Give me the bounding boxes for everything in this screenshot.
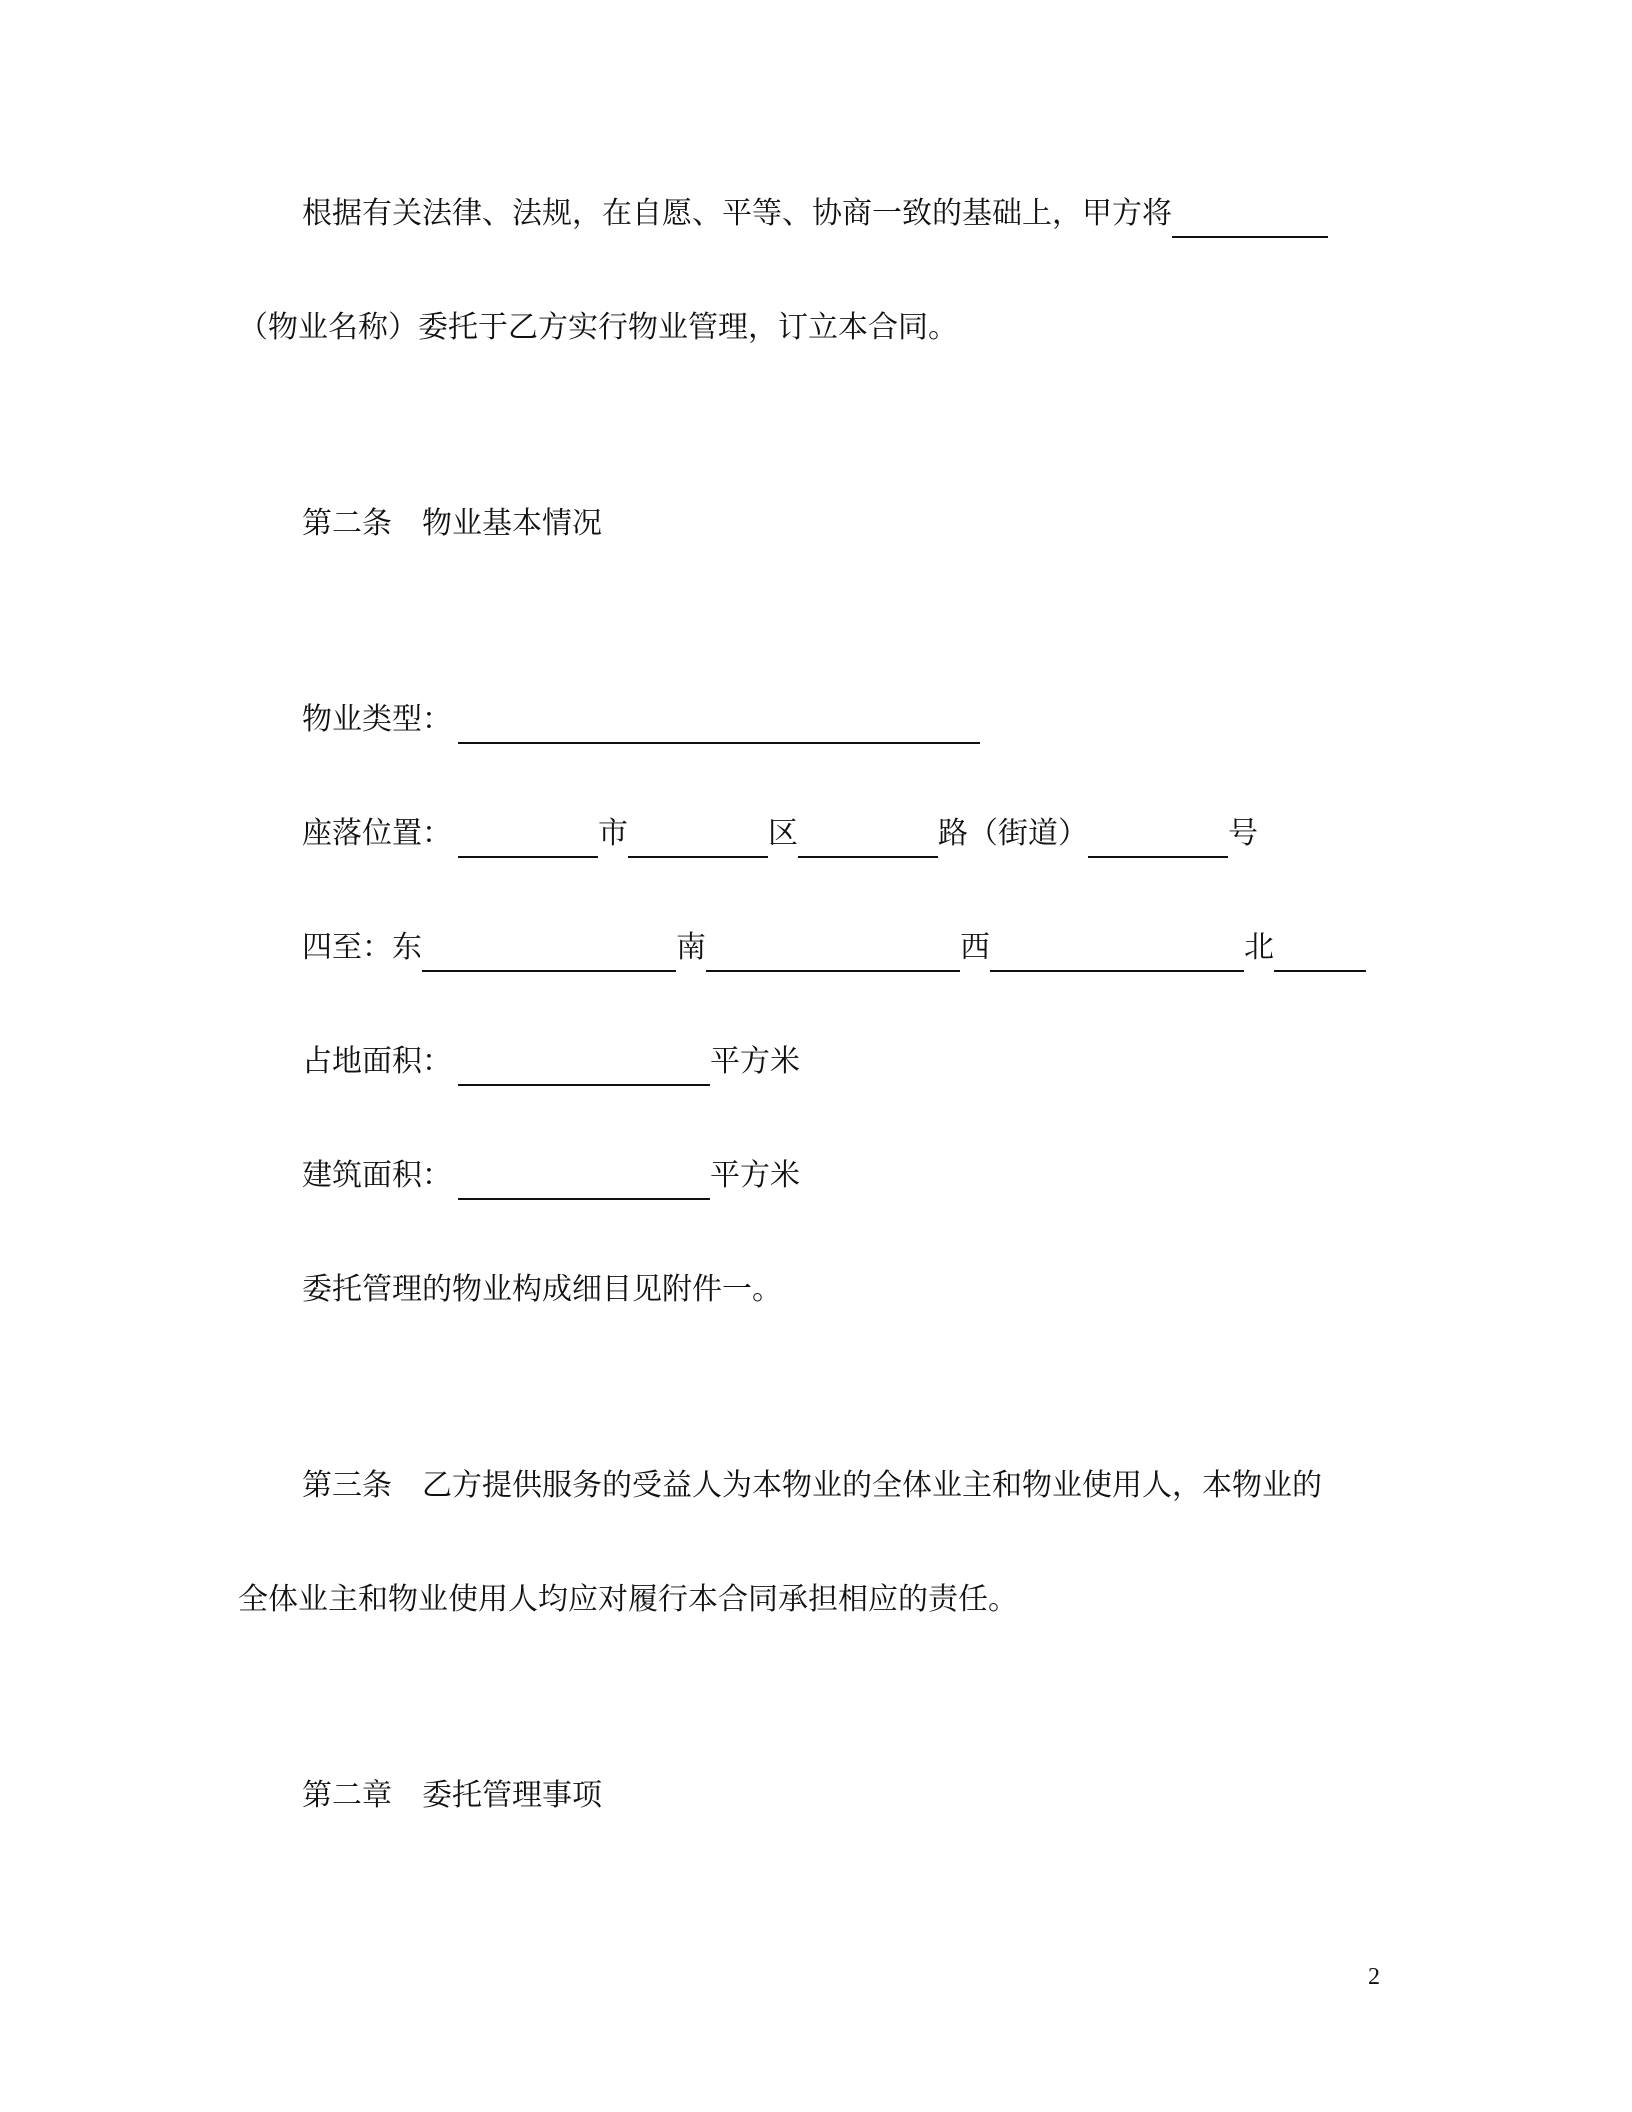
property-type-blank[interactable]: [458, 708, 980, 744]
chapter2-heading-number: 第二章: [302, 1778, 392, 1813]
article3-text-line2: 全体业主和物业使用人均应对履行本合同承担相应的责任。: [238, 1582, 1018, 1617]
boundary-row: [302, 928, 1366, 968]
land-area-blank[interactable]: [458, 1050, 710, 1086]
number-blank[interactable]: [1088, 822, 1228, 858]
north-label: 北: [1244, 930, 1274, 965]
west-label: 西: [960, 930, 990, 965]
chapter2-heading-title: 委托管理事项: [422, 1778, 602, 1813]
article3-line1: [302, 1466, 1322, 1506]
location-label: 座落位置：: [302, 816, 452, 851]
article2-heading: [302, 504, 602, 544]
south-label: 南: [676, 930, 706, 965]
chapter2-heading: [302, 1776, 602, 1816]
article2-heading-title: 物业基本情况: [422, 506, 602, 541]
number-label: 号: [1228, 816, 1258, 851]
detail-note: 委托管理的物业构成细目见附件一。: [302, 1272, 782, 1307]
property-type-row: [302, 700, 980, 740]
property-name-blank[interactable]: [1172, 202, 1328, 238]
building-area-unit: 平方米: [710, 1158, 800, 1193]
road-blank[interactable]: [798, 822, 938, 858]
location-row: [302, 814, 1258, 854]
property-type-label: 物业类型：: [302, 702, 452, 737]
land-area-label: 占地面积：: [302, 1044, 452, 1079]
building-area-label: 建筑面积：: [302, 1158, 452, 1193]
article3-heading-number: 第三条: [302, 1468, 392, 1503]
city-label: 市: [598, 816, 628, 851]
city-blank[interactable]: [458, 822, 598, 858]
district-blank[interactable]: [628, 822, 768, 858]
west-blank[interactable]: [990, 936, 1244, 972]
article1-line1: [302, 194, 1328, 234]
building-area-row: [302, 1156, 800, 1196]
boundary-east-label: 四至：东: [302, 930, 422, 965]
east-blank[interactable]: [422, 936, 676, 972]
district-label: 区: [768, 816, 798, 851]
south-blank[interactable]: [706, 936, 960, 972]
north-blank[interactable]: [1274, 936, 1366, 972]
article1-line2: [238, 308, 958, 348]
article1-text-line2: （物业名称）委托于乙方实行物业管理，订立本合同。: [238, 310, 958, 345]
road-label: 路（街道）: [938, 816, 1088, 851]
article1-text-line1: 根据有关法律、法规，在自愿、平等、协商一致的基础上，甲方将: [302, 196, 1172, 231]
article3-text-line1: 乙方提供服务的受益人为本物业的全体业主和物业使用人，本物业的: [422, 1468, 1322, 1503]
building-area-blank[interactable]: [458, 1164, 710, 1200]
article2-heading-number: 第二条: [302, 506, 392, 541]
article3-line2: [238, 1580, 1018, 1620]
page-number: 2: [1368, 1964, 1380, 1990]
land-area-unit: 平方米: [710, 1044, 800, 1079]
detail-note-row: [302, 1270, 782, 1310]
land-area-row: [302, 1042, 800, 1082]
